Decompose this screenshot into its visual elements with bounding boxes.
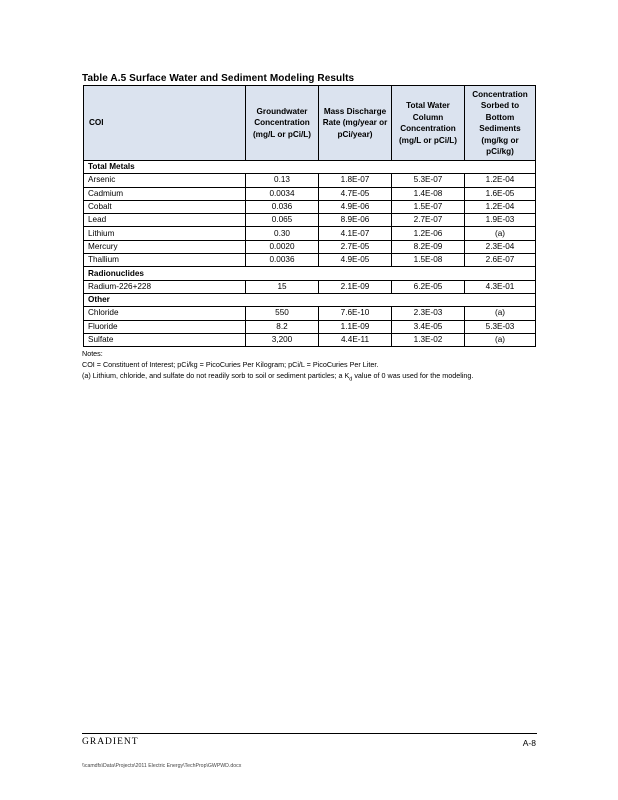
header-coi: COI — [84, 86, 246, 161]
page-number: A-8 — [522, 738, 536, 748]
cell-coi: Cobalt — [84, 200, 246, 213]
header-groundwater: Groundwater Concentration (mg/L or pCi/L) — [246, 86, 319, 161]
cell-mass-discharge: 4.4E-11 — [319, 333, 392, 346]
cell-sorbed: 1.9E-03 — [465, 214, 536, 227]
cell-coi: Sulfate — [84, 333, 246, 346]
cell-groundwater: 0.30 — [246, 227, 319, 240]
cell-total-water: 1.3E-02 — [392, 333, 465, 346]
cell-total-water: 1.4E-08 — [392, 187, 465, 200]
header-mass-discharge: Mass Discharge Rate (mg/year or pCi/year) — [319, 86, 392, 161]
cell-total-water: 1.5E-08 — [392, 254, 465, 267]
cell-total-water: 2.7E-07 — [392, 214, 465, 227]
header-row — [84, 86, 536, 161]
cell-sorbed: (a) — [465, 227, 536, 240]
cell-sorbed: (a) — [465, 333, 536, 346]
cell-total-water: 6.2E-05 — [392, 280, 465, 293]
cell-groundwater: 550 — [246, 307, 319, 320]
cell-total-water: 1.2E-06 — [392, 227, 465, 240]
section-label: Radionuclides — [84, 267, 536, 280]
cell-sorbed: 5.3E-03 — [465, 320, 536, 333]
header-total-water: Total Water Column Concentration (mg/L or pCi/L) — [392, 86, 465, 161]
table-row — [84, 333, 536, 346]
table-row — [84, 187, 536, 200]
cell-coi: Cadmium — [84, 187, 246, 200]
cell-sorbed: 4.3E-01 — [465, 280, 536, 293]
cell-mass-discharge: 2.7E-05 — [319, 240, 392, 253]
notes — [82, 348, 473, 386]
section-row-other — [84, 293, 536, 306]
notes-kd-subscript: d — [349, 376, 353, 383]
cell-sorbed: 1.2E-04 — [465, 200, 536, 213]
notes-line-2 — [82, 370, 473, 386]
cell-groundwater: 0.036 — [246, 200, 319, 213]
cell-groundwater: 0.065 — [246, 214, 319, 227]
cell-total-water: 1.5E-07 — [392, 200, 465, 213]
cell-coi: Thallium — [84, 254, 246, 267]
cell-groundwater: 0.0020 — [246, 240, 319, 253]
cell-mass-discharge: 7.6E-10 — [319, 307, 392, 320]
notes-line-2-text: (a) Lithium, chloride, and sulfate do not readily sorb to soil or sediment particles; a K — [82, 371, 350, 381]
cell-total-water: 8.2E-09 — [392, 240, 465, 253]
cell-coi: Fluoride — [84, 320, 246, 333]
header-sorbed: Concentration Sorbed to Bottom Sediments (mg/kg or pCi/kg) — [465, 86, 536, 161]
cell-coi: Lead — [84, 214, 246, 227]
cell-coi: Mercury — [84, 240, 246, 253]
cell-total-water: 2.3E-03 — [392, 307, 465, 320]
gradient-logo: GRADIENT — [82, 737, 139, 747]
cell-mass-discharge: 1.1E-09 — [319, 320, 392, 333]
cell-mass-discharge: 8.9E-06 — [319, 214, 392, 227]
cell-coi: Lithium — [84, 227, 246, 240]
cell-sorbed: (a) — [465, 307, 536, 320]
table-row — [84, 280, 536, 293]
cell-groundwater: 3,200 — [246, 333, 319, 346]
cell-coi: Radium-226+228 — [84, 280, 246, 293]
cell-sorbed: 2.3E-04 — [465, 240, 536, 253]
cell-mass-discharge: 4.9E-05 — [319, 254, 392, 267]
cell-groundwater: 0.0036 — [246, 254, 319, 267]
cell-mass-discharge: 4.9E-06 — [319, 200, 392, 213]
notes-line-1: COI = Constituent of Interest; pCi/kg = PicoCuries Per Kilogram; pCi/L = PicoCuries Per Liter. — [82, 360, 379, 370]
section-row-metals — [84, 161, 536, 174]
cell-mass-discharge: 1.8E-07 — [319, 174, 392, 187]
file-path: \\camdfs\Data\Projects\2011 Electric Energy\TechProp\GWPWD.docx — [82, 763, 242, 769]
section-label: Other — [84, 293, 536, 306]
table-row — [84, 254, 536, 267]
section-row-radionuclides — [84, 267, 536, 280]
table-row — [84, 307, 536, 320]
table-row — [84, 227, 536, 240]
cell-mass-discharge: 4.1E-07 — [319, 227, 392, 240]
table-row — [84, 214, 536, 227]
cell-groundwater: 15 — [246, 280, 319, 293]
notes-line-2-end: value of 0 was used for the modeling. — [352, 371, 474, 381]
cell-coi: Arsenic — [84, 174, 246, 187]
footer-divider — [82, 733, 537, 734]
cell-sorbed: 1.2E-04 — [465, 174, 536, 187]
cell-groundwater: 8.2 — [246, 320, 319, 333]
table-row — [84, 320, 536, 333]
table-row — [84, 240, 536, 253]
cell-mass-discharge: 2.1E-09 — [319, 280, 392, 293]
notes-label: Notes: — [82, 349, 103, 358]
cell-groundwater: 0.13 — [246, 174, 319, 187]
section-label: Total Metals — [84, 161, 536, 174]
cell-groundwater: 0.0034 — [246, 187, 319, 200]
results-table — [83, 85, 536, 347]
table-row — [84, 174, 536, 187]
cell-sorbed: 2.6E-07 — [465, 254, 536, 267]
table-row — [84, 200, 536, 213]
cell-coi: Chloride — [84, 307, 246, 320]
cell-sorbed: 1.6E-05 — [465, 187, 536, 200]
cell-total-water: 3.4E-05 — [392, 320, 465, 333]
table-title: Table A.5 Surface Water and Sediment Modeling Results — [82, 73, 355, 84]
cell-total-water: 5.3E-07 — [392, 174, 465, 187]
cell-mass-discharge: 4.7E-05 — [319, 187, 392, 200]
